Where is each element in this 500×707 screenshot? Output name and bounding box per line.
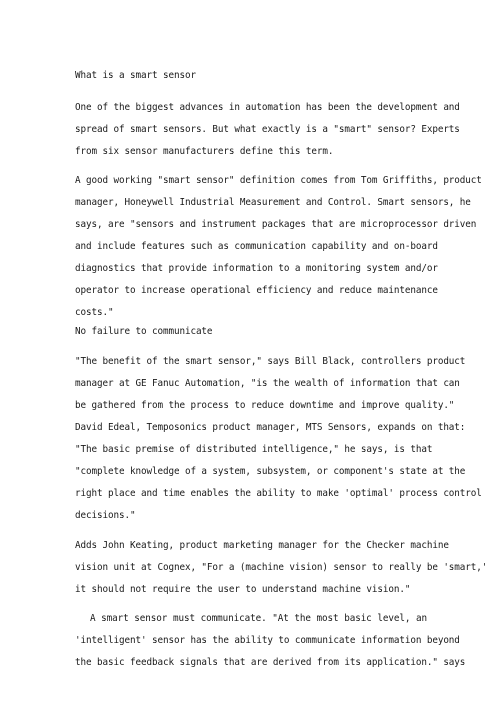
- document-title: What is a smart sensor: [75, 70, 196, 81]
- paragraph-line: diagnostics that provide information to a monitoring system and/or: [75, 263, 438, 274]
- paragraph-line: 'intelligent' sensor has the ability to communicate information beyond: [75, 635, 460, 646]
- paragraph-line: it should not require the user to understand machine vision.": [75, 584, 411, 595]
- paragraph-line: A smart sensor must communicate. "At the most basic level, an: [90, 613, 427, 624]
- paragraph-line: "complete knowledge of a system, subsystem, or component's state at the: [75, 466, 466, 477]
- paragraph-line: spread of smart sensors. But what exactly is a "smart" sensor? Experts: [75, 124, 460, 135]
- paragraph-line: decisions.": [75, 510, 136, 521]
- paragraph-line: A good working "smart sensor" definition comes from Tom Griffiths, product: [75, 175, 482, 186]
- paragraph-line: "The benefit of the smart sensor," says Bill Black, controllers product: [75, 356, 466, 367]
- paragraph-line: costs.": [75, 307, 114, 318]
- paragraph-line: be gathered from the process to reduce downtime and improve quality.": [75, 400, 455, 411]
- paragraph-line: from six sensor manufacturers define this term.: [75, 146, 334, 157]
- paragraph-line: David Edeal, Temposonics product manager, MTS Sensors, expands on that:: [75, 422, 466, 433]
- paragraph-line: manager, Honeywell Industrial Measurement and Control. Smart sensors, he: [75, 197, 471, 208]
- paragraph-line: the basic feedback signals that are derived from its application." says: [75, 657, 466, 668]
- section-heading: No failure to communicate: [75, 326, 213, 337]
- paragraph-line: "The basic premise of distributed intelligence," he says, is that: [75, 444, 433, 455]
- paragraph-line: right place and time enables the ability to make 'optimal' process control: [75, 488, 482, 499]
- paragraph-line: vision unit at Cognex, "For a (machine vision) sensor to really be 'smart,': [75, 562, 488, 573]
- paragraph-line: One of the biggest advances in automation has been the development and: [75, 102, 460, 113]
- paragraph-line: manager at GE Fanuc Automation, "is the wealth of information that can: [75, 378, 460, 389]
- paragraph-line: operator to increase operational efficiency and reduce maintenance: [75, 285, 438, 296]
- paragraph-line: Adds John Keating, product marketing manager for the Checker machine: [75, 540, 449, 551]
- paragraph-line: says, are "sensors and instrument packages that are microprocessor driven: [75, 219, 477, 230]
- paragraph-line: and include features such as communication capability and on-board: [75, 241, 438, 252]
